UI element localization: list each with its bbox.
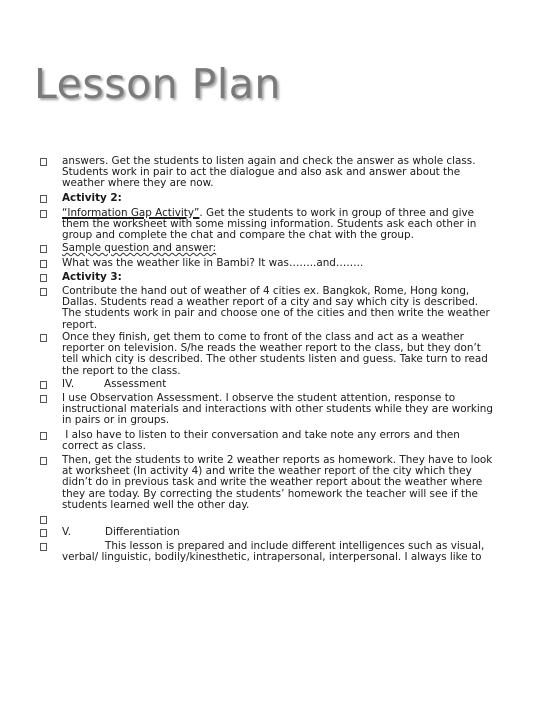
- text-line: Activity 2:: [62, 192, 122, 204]
- list-item: [62, 455, 510, 511]
- bullet-icon: [40, 158, 47, 166]
- section-number: V.: [62, 526, 72, 538]
- text-line: What was the weather like in Bambi? It was……..and……..: [62, 257, 364, 269]
- bullet-icon: [40, 432, 47, 440]
- list-item: [62, 332, 510, 377]
- text-line: [62, 527, 510, 538]
- text-line: [62, 379, 510, 390]
- bullet-icon: [40, 334, 47, 342]
- list-item: [62, 430, 510, 452]
- text-line: in pairs or in groups.: [62, 414, 170, 427]
- bullet-icon: [40, 245, 47, 253]
- text-line: report.: [62, 318, 98, 331]
- slide-title: Lesson Plan: [34, 60, 281, 108]
- text-line: The students work in pair and choose one of the cities and then write the weather: [62, 307, 490, 320]
- text-line: I also have to listen to their conversation and take note any errors and then: [62, 429, 460, 441]
- text-line: at worksheet (In activity 4) and write the weather report of the city which they: [62, 465, 472, 478]
- list-item-overflow: [62, 552, 510, 563]
- text-line: group and complete the chat and compare the chat with the group.: [62, 229, 414, 242]
- bullet-icon: [40, 395, 47, 403]
- text-line: students learned well the other day.: [62, 498, 250, 511]
- activity-heading: [62, 193, 510, 204]
- text-line: Activity 3:: [62, 271, 122, 283]
- list-item: [62, 286, 510, 331]
- text-line: reporter on television. S/he reads the weather report to the class, but they don’t: [62, 342, 481, 355]
- bullet-icon: [40, 288, 47, 296]
- bullet-icon: [40, 529, 47, 537]
- bullet-icon: [40, 381, 47, 389]
- text-line: This lesson is prepared and include different intelligences such as visual,: [105, 540, 485, 552]
- text-line: didn’t do in previous task and write the weather report about the weather where: [62, 476, 483, 489]
- text-line: [62, 243, 510, 254]
- section-heading: [62, 527, 510, 538]
- text-line: verbal/ linguistic, bodily/kinesthetic, intrapersonal, interpersonal. I always like to: [62, 551, 482, 563]
- list-item: [62, 208, 510, 242]
- list-item: [62, 156, 510, 190]
- list-item: [62, 243, 510, 254]
- text-line: the report to the class.: [62, 364, 181, 377]
- text-line: Students work in pair to act the dialogue and also ask and answer about the: [62, 166, 461, 179]
- sample-question-label: Sample question and answer:: [62, 242, 217, 254]
- bullet-icon: [40, 195, 47, 203]
- text-line: answers. Get the students to listen again and check the answer as whole class.: [62, 155, 476, 167]
- bullet-icon: [40, 543, 47, 551]
- text-line: I use Observation Assessment. I observe the student attention, response to: [62, 392, 456, 404]
- text-line: correct as class.: [62, 440, 146, 453]
- list-item: [62, 393, 510, 427]
- text-line: tell which city is described. The other students listen and guess. Take turn to read: [62, 353, 488, 366]
- bullet-icon: [40, 516, 47, 524]
- bullet-icon: [40, 260, 47, 268]
- text-line: weather where they are now.: [62, 177, 214, 190]
- section-number: IV.: [62, 378, 75, 390]
- text-line: they are today. By correcting the students’ homework the teacher will see if the: [62, 487, 478, 500]
- bullet-icon: [40, 210, 47, 218]
- text-line: Once they finish, get them to come to front of the class and act as a weather: [62, 331, 464, 343]
- text-line: Then, get the students to write 2 weather reports as homework. They have to look: [62, 454, 493, 466]
- text-line: instructional materials and interactions with other students while they are working: [62, 403, 493, 416]
- text-line: Dallas. Students read a weather report of a city and say which city is described.: [62, 296, 479, 309]
- section-title: Differentiation: [105, 526, 180, 538]
- section-heading: [62, 379, 510, 390]
- section-title: Assessment: [104, 378, 167, 390]
- bullet-icon: [40, 274, 47, 282]
- bullet-icon: [40, 457, 47, 465]
- activity-heading: [62, 272, 510, 283]
- text-fragment: . Get the students to work in group of three and give: [199, 207, 475, 219]
- list-item: [62, 258, 510, 269]
- activity-name: “Information Gap Activity”: [62, 207, 200, 219]
- text-line: them the worksheet with some missing information. Students ask each other in: [62, 218, 477, 231]
- text-line: Contribute the hand out of weather of 4 cities ex. Bangkok, Rome, Hong kong,: [62, 285, 470, 297]
